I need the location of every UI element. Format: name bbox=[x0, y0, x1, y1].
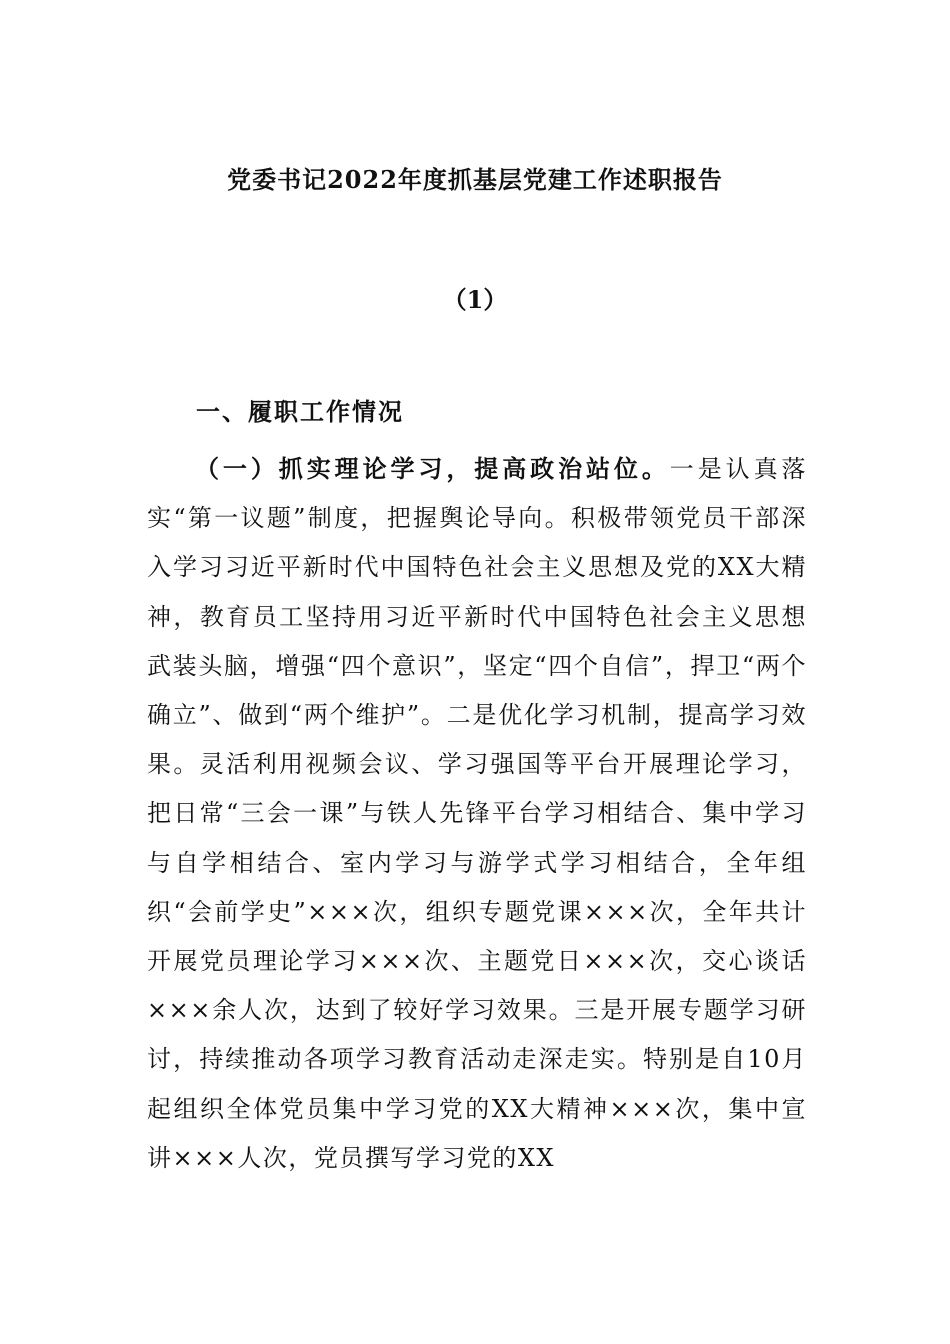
section-heading: 一、履职工作情况 bbox=[196, 397, 404, 426]
paragraph-text: 一是认真落实“第一议题”制度，把握舆论导向。积极带领党员干部深入学习习近平新时代中国特色社会主义思想及党的XX大精神，教育员工坚持用习近平新时代中国特色社会主义思想武装头脑，增强“四个意识”，坚定“四个自信”，捍卫“两个确立”、做到“两个维护”。二是优化学习机制，提高学习效果。灵活利用视频会议、学习强国等平台开展理论学习，把日常“三会一课”与铁人先锋平台学习相结合、集中学习与自学相结合、室内学习与游学式学习相结合，全年组织“会前学史”×××次，组织专题党课×××次，全年共计开展党员理论学习×××次、主题党日×××次，交心谈话×××余人次，达到了较好学习效果。三是开展专题学习研讨，持续推动各项学习教育活动走深走实。特别是自10月起组织全体党员集中学习党的XX大精神×××次，集中宣讲×××人次，党员撰写学习党的XX bbox=[147, 455, 808, 1172]
document-subtitle: （1） bbox=[442, 285, 508, 314]
body-paragraph bbox=[147, 444, 807, 1183]
paragraph-lead: （一）抓实理论学习，提高政治站位。 bbox=[195, 454, 670, 483]
document-title: 党委书记2022年度抓基层党建工作述职报告 bbox=[227, 165, 723, 194]
